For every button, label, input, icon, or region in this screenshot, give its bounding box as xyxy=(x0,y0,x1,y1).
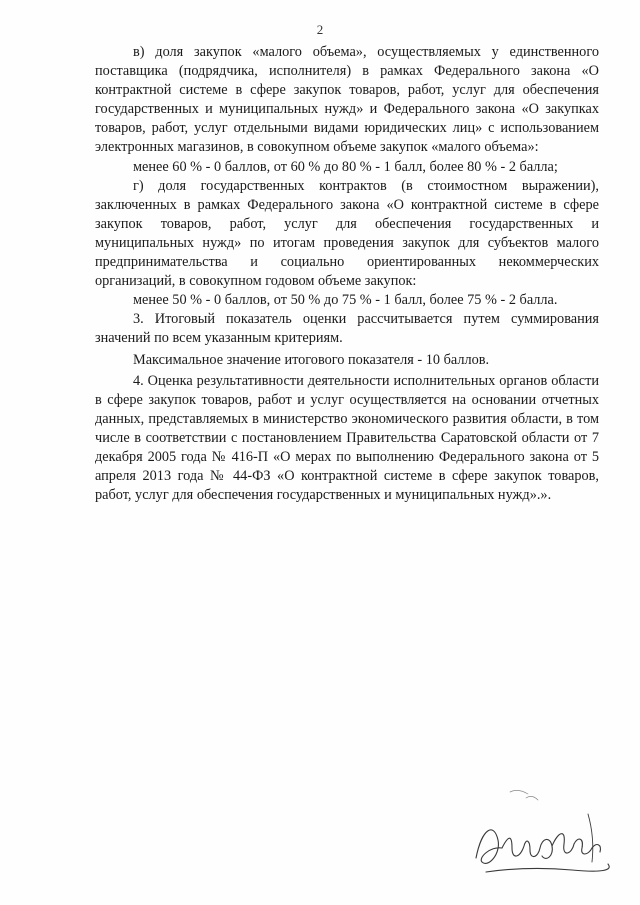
paragraph-max-value: Максимальное значение итогового показателя - 10 баллов. xyxy=(133,351,490,368)
document-body xyxy=(95,43,599,505)
paragraph-scoring-g: менее 50 % - 0 баллов, от 50 % до 75 % - 1 балл, более 75 % - 2 балла. xyxy=(133,292,558,309)
paragraph-section-4: 4. Оценка результативности деятельности исполнительных органов области в сфере закупок товаров, работ и услуг осуществляется на основании отчетных данных, представляемых в министерство экономического развития области, в том числе в соответствии с постановлением Правительства Саратовской области от 7 декабря 2005 года № 416-П «О мерах по выполнению Федерального закона от 5 апреля 2013 года № 44-ФЗ «О контрактной системе в сфере закупок товаров, работ, услуг для обеспечения государственных и муниципальных нужд».». xyxy=(95,372,599,504)
paragraph-section-3: 3. Итоговый показатель оценки рассчитывается путем суммирования значений по всем указанным критериям. xyxy=(95,311,599,347)
paragraph-item-g: г) доля государственных контрактов (в стоимостном выражении), заключенных в рамках Федерального закона «О контрактной системе в сфере закупок товаров, работ, услуг для обеспечения государственных и муниципальных нужд» по итогам проведения закупок для субъектов малого предпринимательства и социально ориентированных некоммерческих организаций, в совокупном годовом объеме закупок: xyxy=(95,177,599,290)
handwritten-signature xyxy=(468,788,618,888)
page-number: 2 xyxy=(316,22,324,37)
paragraph-scoring-v: менее 60 % - 0 баллов, от 60 % до 80 % - 1 балл, более 80 % - 2 балла; xyxy=(133,158,558,175)
paragraph-item-v: в) доля закупок «малого объема», осуществляемых у единственного поставщика (подрядчика, исполнителя) в рамках Федерального закона «О контрактной системе в сфере закупок товаров, работ, услуг для обеспечения государственных и муниципальных нужд» и Федерального закона «О закупках товаров, работ, услуг отдельными видами юридических лиц» с использованием электронных магазинов, в совокупном объеме закупок «малого объема»: xyxy=(95,44,599,156)
